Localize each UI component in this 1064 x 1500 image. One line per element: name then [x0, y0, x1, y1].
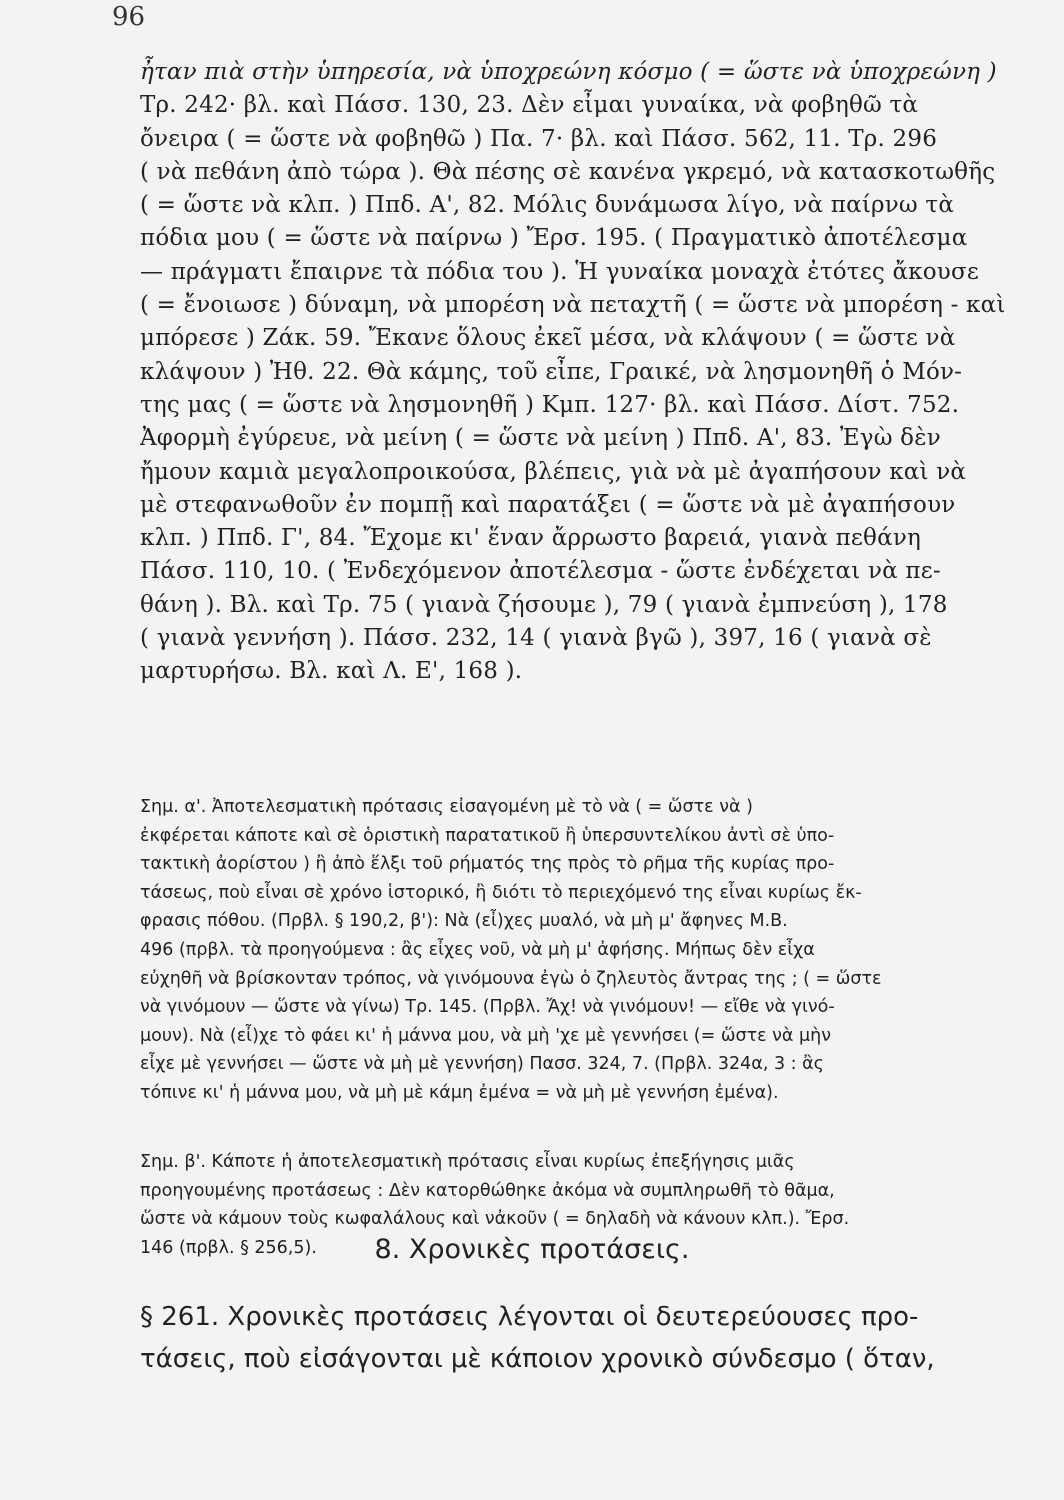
note-line: Σημ. α'. Ἀποτελεσματικὴ πρότασις εἰσαγομένη μὲ τὸ νὰ ( = ὥστε νὰ ): [140, 797, 753, 817]
text-line: πόδια μου ( = ὥστε νὰ παίρνω ) Ἔρσ. 195. ( Πραγματικὸ ἀποτέλεσμα: [140, 225, 968, 252]
page-number: 96: [112, 2, 146, 32]
text-line: μπόρεσε ) Ζάκ. 59. Ἔκανε ὅλους ἐκεῖ μέσα, νὰ κλάψουν ( = ὥστε νὰ: [140, 325, 956, 352]
section-heading: 8. Χρονικὲς προτάσεις.: [374, 1234, 690, 1265]
text-line: ( γιανὰ γεννήση ). Πάσσ. 232, 14 ( γιανὰ βγῶ ), 397, 16 ( γιανὰ σὲ: [140, 625, 932, 652]
note-line: τακτικὴ ἀορίστου ) ἢ ἀπὸ ἕλξι τοῦ ρήματός της πρὸς τὸ ρῆμα τῆς κυρίας προ-: [140, 854, 835, 875]
note-line: ἐκφέρεται κάποτε καὶ σὲ ὁριστικὴ παρατατικοῦ ἢ ὑπερσυντελίκου ἀντὶ σὲ ὑπο-: [140, 825, 835, 846]
note-line: φρασις πόθου. (Πρβλ. § 190,2, β'): Νὰ (εἶ)χες μυαλό, νὰ μὴ μ' ἄφηνες Μ.Β.: [140, 911, 788, 932]
text-line: τάσεις, ποὺ εἰσάγονται μὲ κάποιον χρονικὸ σύνδεσμο ( ὅταν,: [140, 1344, 935, 1374]
note-line: ὥστε νὰ κάμουν τοὺς κωφαλάλους καὶ νἀκοῦν ( = δηλαδὴ νὰ κάνουν κλπ.). Ἔρσ.: [140, 1209, 850, 1230]
note-line: Σημ. β'. Κάποτε ἡ ἀποτελεσματικὴ πρότασις εἶναι κυρίως ἐπεξήγησις μιᾶς: [140, 1152, 795, 1172]
note-line: τόπινε κι' ἡ μάννα μου, νὰ μὴ μὲ κάμη ἐμένα = νὰ μὴ μὲ γεννήση ἐμένα).: [140, 1082, 779, 1103]
note-alpha: [140, 793, 1052, 1108]
note-line: 496 (πρβλ. τὰ προηγούμενα : ἂς εἶχες νοῦ, νὰ μὴ μ' ἀφήσης. Μήπως δὲν εἶχα: [140, 939, 815, 960]
note-line: 146 (πρβλ. § 256,5).: [140, 1237, 317, 1258]
text-line: ἦταν πιὰ στὴν ὑπηρεσία, νὰ ὑποχρεώνη κόσμο ( = ὥστε νὰ ὑποχρεώνη ): [140, 59, 997, 85]
paragraph-examples: [140, 56, 1050, 689]
text-line: ( = ὥστε νὰ κλπ. ) Ππδ. Α', 82. Μόλις δυνάμωσα λίγο, νὰ παίρνω τὰ: [140, 192, 955, 219]
text-line: μὲ στεφανωθοῦν ἐν πομπῇ καὶ παρατάξει ( = ὥστε νὰ μὲ ἀγαπήσουν: [140, 491, 956, 518]
text-line: κλάψουν ) Ἠθ. 22. Θὰ κάμης, τοῦ εἶπε, Γραικέ, νὰ λησμονηθῆ ὁ Μόν-: [140, 358, 963, 385]
section-261-paragraph: [140, 1296, 1052, 1380]
text-line: ἤμουν καμιὰ μεγαλοπροικούσα, βλέπεις, γιὰ νὰ μὲ ἀγαπήσουν καὶ νὰ: [140, 458, 967, 485]
text-line: ( νὰ πεθάνη ἀπὸ τώρα ). Θὰ πέσης σὲ κανένα γκρεμό, νὰ κατασκοτωθῆς: [140, 158, 996, 185]
note-line: νὰ γινόμουν — ὥστε νὰ γίνω) Τρ. 145. (Πρβλ. Ἄχ! νὰ γινόμουν! — εἴθε νὰ γινό-: [140, 997, 835, 1018]
text-line: Ἀφορμὴ ἐγύρευε, νὰ μείνη ( = ὥστε νὰ μείνη ) Ππδ. Α', 83. Ἐγὼ δὲν: [140, 425, 941, 452]
note-line: μουν). Νὰ (εἶ)χε τὸ φάει κι' ἡ μάννα μου, νὰ μὴ 'χε μὲ γεννήσει (= ὥστε νὰ μὴν: [140, 1025, 832, 1046]
text-line: μαρτυρήσω. Βλ. καὶ Λ. Ε', 168 ).: [140, 658, 523, 685]
text-line: ( = ἔνοιωσε ) δύναμη, νὰ μπορέση νὰ πεταχτῆ ( = ὥστε νὰ μπορέση - καὶ: [140, 292, 1006, 319]
text-line: της μας ( = ὥστε νὰ λησμονηθῆ ) Κμπ. 127· βλ. καὶ Πάσσ. Δίστ. 752.: [140, 391, 960, 418]
note-line: εἶχε μὲ γεννήσει — ὥστε νὰ μὴ μὲ γεννήση) Πασσ. 324, 7. (Πρβλ. 324α, 3 : ἂς: [140, 1054, 824, 1075]
text-line: Πάσσ. 110, 10. ( Ἐνδεχόμενον ἀποτέλεσμα - ὥστε ἐνδέχεται νὰ πε-: [140, 558, 941, 585]
text-line: θάνη ). Βλ. καὶ Τρ. 75 ( γιανὰ ζήσουμε ), 79 ( γιανὰ ἐμπνεύση ), 178: [140, 591, 948, 618]
text-line: § 261. Χρονικὲς προτάσεις λέγονται οἱ δευτερεύουσες προ-: [140, 1302, 919, 1332]
text-line: Τρ. 242· βλ. καὶ Πάσσ. 130, 23. Δὲν εἶμαι γυναίκα, νὰ φοβηθῶ τὰ: [140, 92, 919, 119]
text-line: κλπ. ) Ππδ. Γ', 84. Ἔχομε κι' ἕναν ἄρρωστο βαρειά, γιανὰ πεθάνη: [140, 525, 921, 552]
note-line: προηγουμένης προτάσεως : Δὲν κατορθώθηκε ἀκόμα νὰ συμπληρωθῆ τὸ θᾶμα,: [140, 1180, 835, 1201]
note-line: εὐχηθῆ νὰ βρίσκονταν τρόπος, νὰ γινόμουνα ἐγὼ ὁ ζηλευτὸς ἄντρας της ; ( = ὥστε: [140, 968, 882, 989]
text-line: ὄνειρα ( = ὥστε νὰ φοβηθῶ ) Πα. 7· βλ. καὶ Πάσσ. 562, 11. Τρ. 296: [140, 125, 938, 152]
text-line: — πράγματι ἔπαιρνε τὰ πόδια του ). Ἡ γυναίκα μοναχὰ ἐτότες ἄκουσε: [140, 258, 979, 285]
note-line: τάσεως, ποὺ εἶναι σὲ χρόνο ἱστορικό, ἢ διότι τὸ περιεχόμενό της εἶναι κυρίως ἔκ-: [140, 882, 862, 903]
